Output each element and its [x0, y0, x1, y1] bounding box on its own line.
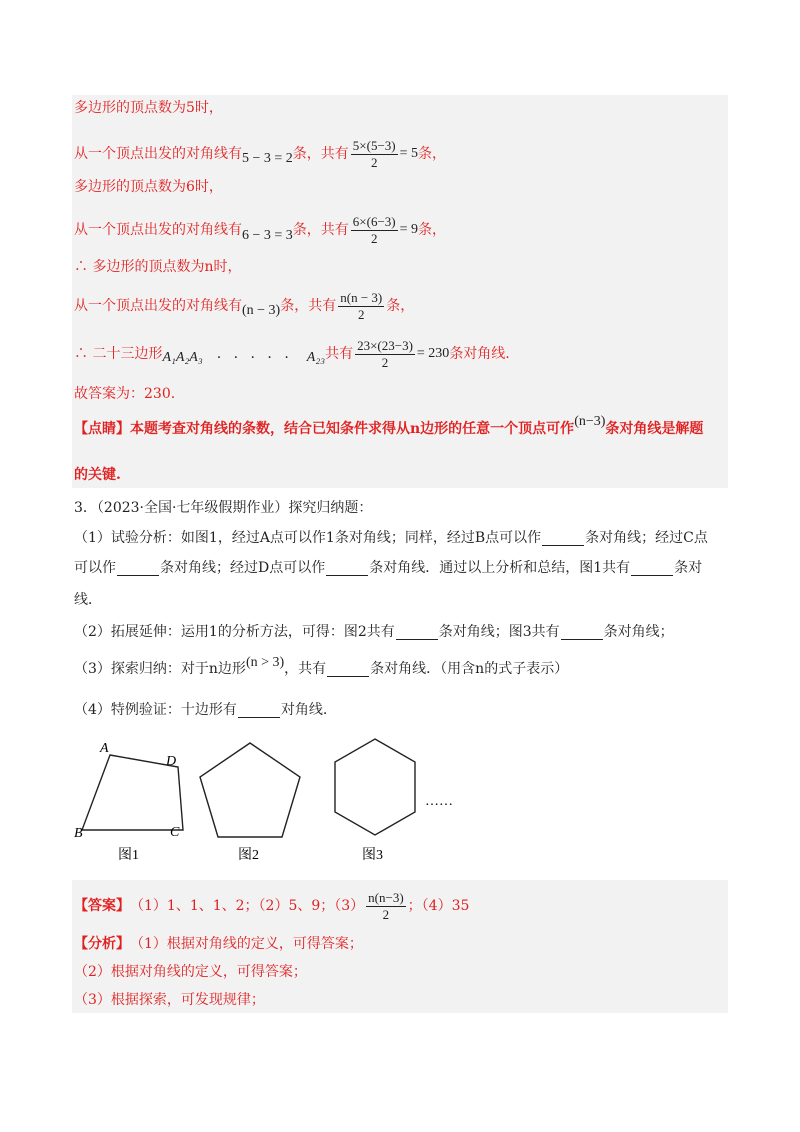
solution-line-4: 从一个顶点出发的对角线有 6 − 3 = 3 条，共有 $\frac{6\times(6-3)}{2}$ = 9 条，: [74, 213, 447, 246]
hexagon: [335, 739, 415, 835]
caption-fig3: 图3: [362, 848, 383, 863]
answer-blank: [542, 531, 584, 546]
answer-blank: [238, 703, 280, 718]
caption-fig1: 图1: [118, 848, 139, 863]
analysis-line-3: （3）根据探索，可发现规律；: [74, 992, 265, 1008]
solution-line-6: 从一个顶点出发的对角线有 (n − 3) 条，共有 $\frac{n(n - 3)}{2}$ 条，: [74, 289, 415, 322]
problem-title: 3．（2023·全国·七年级假期作业）探究归纳题：: [74, 500, 373, 516]
fraction: $\frac{n(n - 3)}{2}$: [340, 289, 383, 322]
solution-line-7: ∴ 二十三边形 A₁A₂A₃ . . . . . A₂₃ 共有 $\frac{23\times(23-3)}{2}$ = 230 条对角线.: [74, 337, 510, 370]
problem-part1-line2: 可以作 条对角线；经过D点可以作 条对角线．通过以上分析和总结，图1共有 条对: [74, 560, 703, 576]
caption-fig2: 图2: [238, 848, 259, 863]
expr: 5 − 3 = 2: [242, 151, 293, 166]
expr: (n − 3): [242, 303, 281, 318]
problem-part3: （3）探索归纳：对于n边形 (n > 3) ，共有 条对角线．（用含n的式子表示）: [74, 655, 569, 677]
solution-line-2: 从一个顶点出发的对角线有 5 − 3 = 2 条，共有 $\frac{5\times(5-3)}{2}$ = 5 条，: [74, 137, 447, 170]
problem-part1-line3: 线．: [74, 592, 102, 608]
answer-blank: [117, 561, 159, 576]
solution-comment-line: 【点睛】本题考查对角线的条数，结合已知条件求得从n边形的任意一个顶点可作 (n−3) 条对角线是解题: [74, 414, 704, 437]
fraction: $\frac{5\times(5-3)}{2}$: [352, 137, 396, 170]
answer-blank: [327, 662, 369, 677]
vertex-c-label: C: [170, 825, 180, 840]
problem-part2: （2）拓展延伸：运用1的分析方法，可得：图2共有 条对角线；图3共有 条对角线；: [74, 624, 674, 640]
answer-blank: [561, 625, 603, 640]
answer-blank: [631, 561, 673, 576]
fraction: $\frac{n(n-3)}{2}$: [368, 889, 404, 922]
fraction: $\frac{6\times(6-3)}{2}$: [352, 213, 396, 246]
solution-line-5: ∴ 多边形的顶点数为n时，: [74, 259, 242, 275]
fraction: $\frac{23\times(23-3)}{2}$: [357, 337, 413, 370]
solution-line-1: 多边形的顶点数为5时，: [74, 100, 223, 116]
expr: 6 − 3 = 3: [242, 228, 293, 243]
solution-comment-line-2: 的关键.: [74, 467, 121, 483]
vertex-d-label: D: [166, 754, 177, 769]
answer-blank: [396, 625, 438, 640]
analysis-line-2: （2）根据对角线的定义，可得答案；: [74, 964, 307, 980]
problem-part4: （4）特例验证：十边形有 对角线.: [74, 702, 328, 718]
vertex-a-label: A: [100, 741, 109, 756]
pentagon: [200, 743, 300, 837]
figures: [70, 735, 470, 870]
ellipsis: ……: [425, 794, 453, 809]
solution-line-3: 多边形的顶点数为6时，: [74, 179, 223, 195]
solution-answer-line: 故答案为：230.: [74, 386, 176, 402]
problem-part1-line1: （1）试验分析：如图1，经过A点可以作1条对角线；同样，经过B点可以作 条对角线；经过C点: [74, 530, 708, 546]
answer-line: 【答案】 （1）1、1、1、2；（2）5、9；（3） $\frac{n(n-3)}{2}$ ；（4）35: [74, 889, 470, 922]
answer-blank: [326, 561, 368, 576]
analysis-line-1: 【分析】 （1）根据对角线的定义，可得答案；: [74, 936, 363, 952]
vertex-b-label: B: [74, 826, 83, 841]
